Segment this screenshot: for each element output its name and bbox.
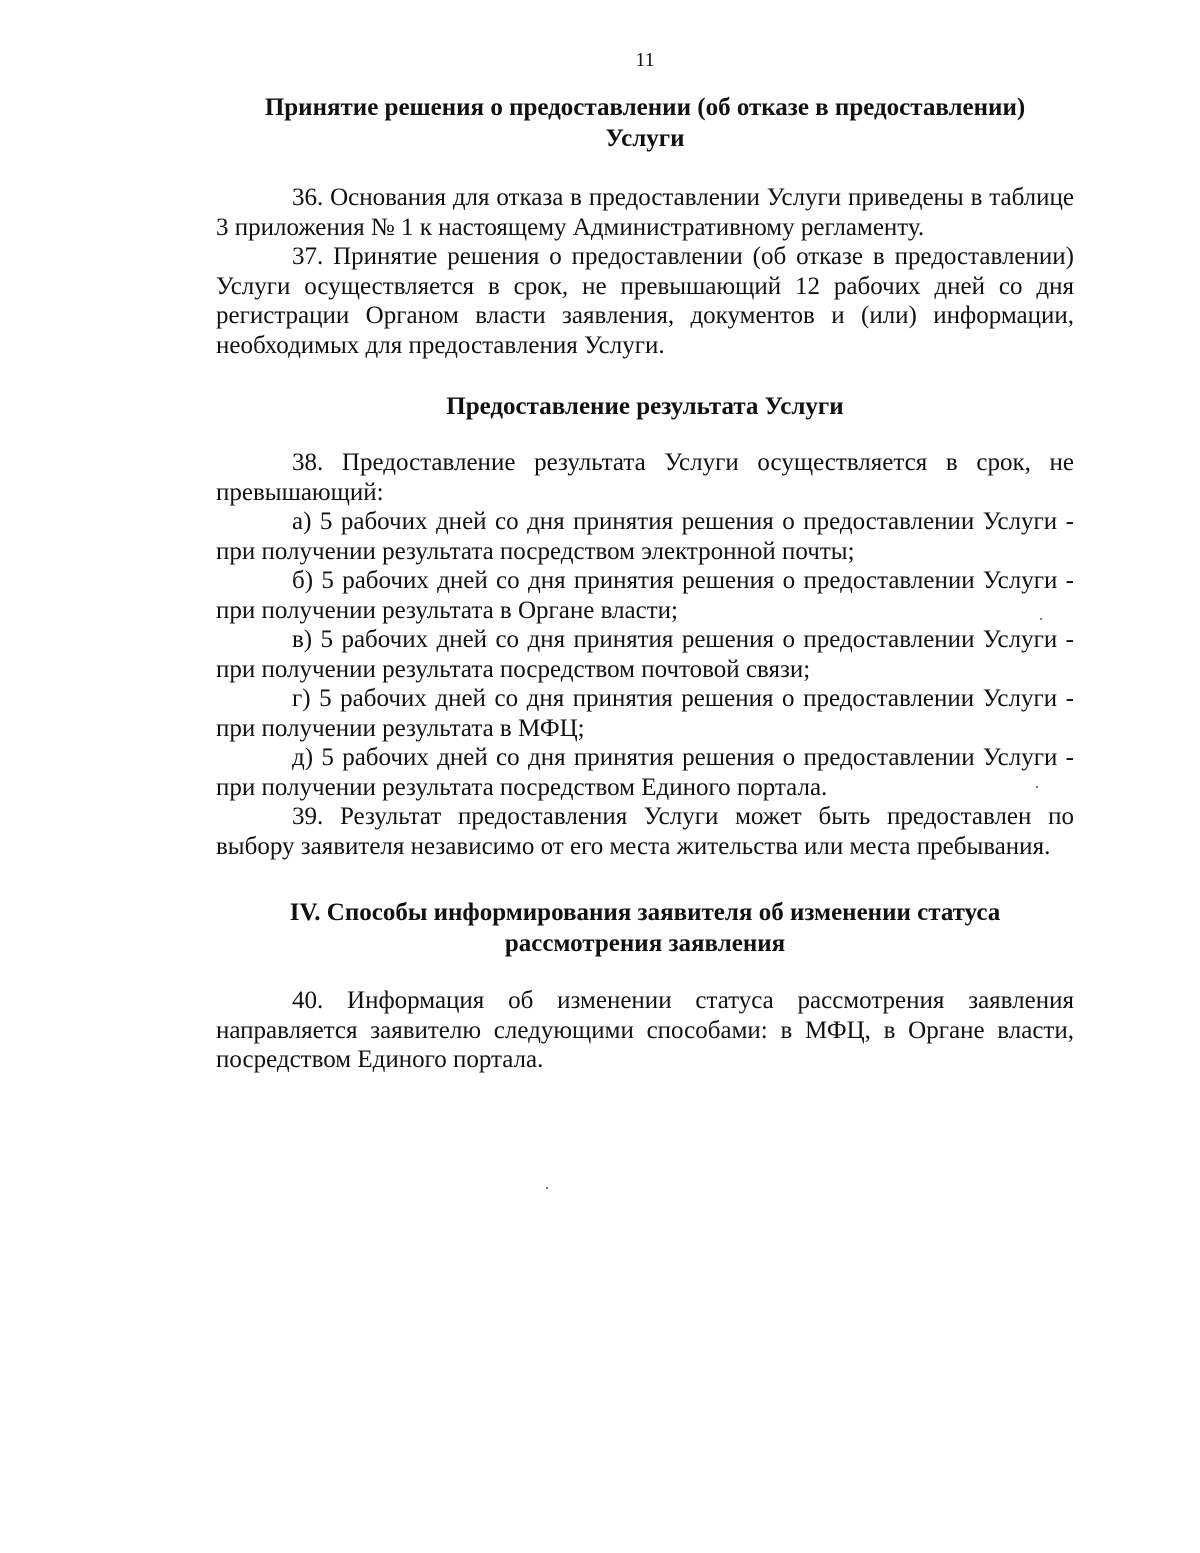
paragraph-37: 37. Принятие решения о предоставлении (об отказе в предоставлении) Услуги осуществляется в срок, не превышающий 12 рабочих дней со дня регистрации Органом власти заявления, документов и (или) информации, необходимых для предоставления Услуги.	[216, 243, 1074, 359]
section-heading-status	[216, 897, 1074, 959]
section-heading-decision	[216, 92, 1074, 154]
heading-line: IV. Способы информирования заявителя об изменении статуса	[289, 899, 1001, 926]
list-item-v: в) 5 рабочих дней со дня принятия решения о предоставлении Услуги - при получении результата посредством почтовой связи;	[216, 626, 1074, 683]
paragraph-39: 39. Результат предоставления Услуги может быть предоставлен по выбору заявителя независимо от его места жительства или места пребывания.	[216, 803, 1074, 860]
page-number: 11	[635, 49, 655, 71]
paragraph-36: 36. Основания для отказа в предоставлении Услуги приведены в таблице 3 приложения № 1 к настоящему Административному регламенту.	[216, 184, 1074, 241]
paragraph-40: 40. Информация об изменении статуса рассмотрения заявления направляется заявителю следующими способами: в МФЦ, в Органе власти, посредством Единого портала.	[216, 987, 1074, 1073]
section-body-result	[216, 448, 1074, 861]
list-item-d: д) 5 рабочих дней со дня принятия решения о предоставлении Услуги - при получении результата посредством Единого портала.	[216, 744, 1074, 801]
list-item-g: г) 5 рабочих дней со дня принятия решения о предоставлении Услуги - при получении результата в МФЦ;	[216, 685, 1074, 742]
scan-speck	[1040, 618, 1042, 620]
section-body-decision	[216, 183, 1074, 360]
list-item-b: б) 5 рабочих дней со дня принятия решения о предоставлении Услуги - при получении результата в Органе власти;	[216, 567, 1074, 624]
section-heading-result	[216, 391, 1074, 422]
heading-line: рассмотрения заявления	[504, 930, 786, 957]
scan-speck	[546, 1187, 548, 1189]
paragraph-38: 38. Предоставление результата Услуги осуществляется в срок, не превышающий:	[216, 449, 1074, 506]
list-item-a: а) 5 рабочих дней со дня принятия решения о предоставлении Услуги - при получении результата посредством электронной почты;	[216, 508, 1074, 565]
scan-speck	[1036, 786, 1038, 788]
heading-line: Услуги	[605, 125, 685, 152]
section-body-status	[216, 986, 1074, 1075]
heading-line: Принятие решения о предоставлении (об отказе в предоставлении)	[264, 94, 1026, 121]
heading-line: Предоставление результата Услуги	[446, 393, 844, 420]
